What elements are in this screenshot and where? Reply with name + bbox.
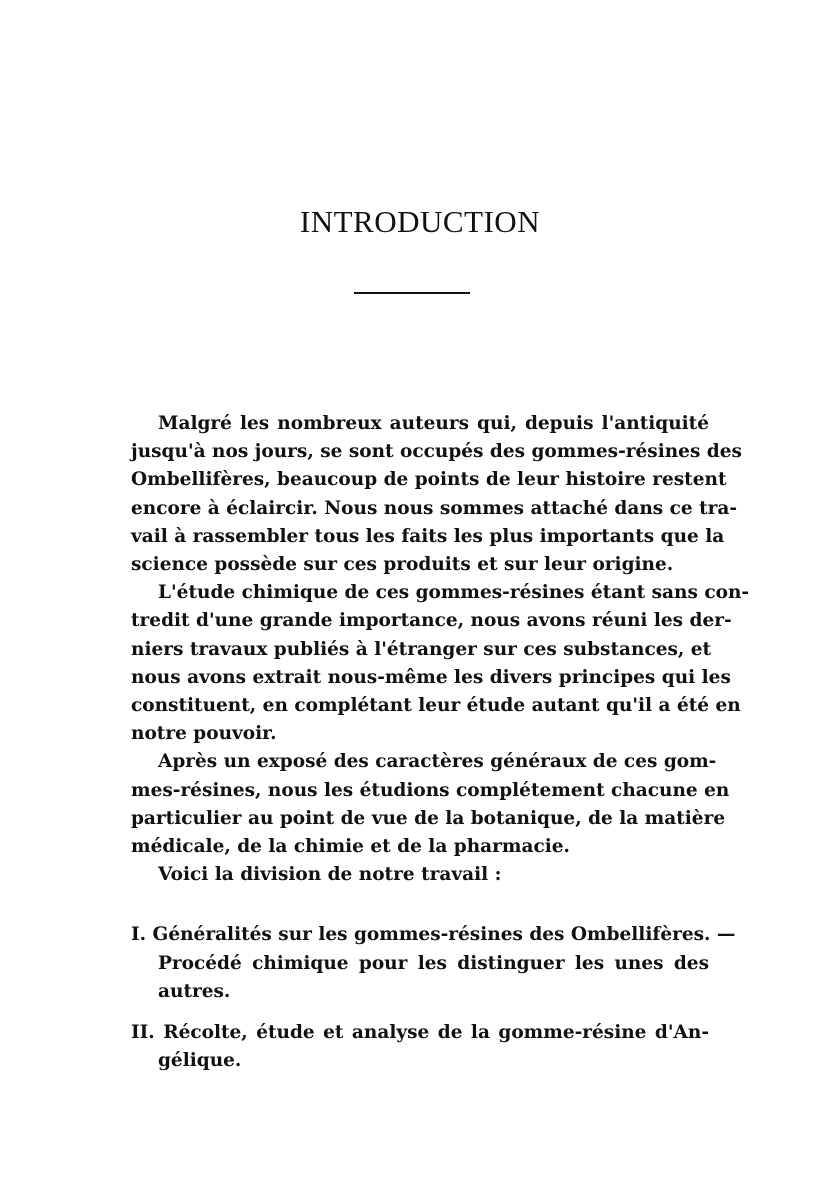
body-text — [131, 410, 750, 1088]
paragraph-line: Après un exposé des caractères généraux de ces gom- — [158, 751, 717, 773]
division-item — [131, 1019, 709, 1075]
division-line: II. Récolte, étude et analyse de la gomme-résine d'An- — [131, 1022, 709, 1044]
division-item — [131, 921, 736, 1006]
division-line: gélique. — [158, 1050, 242, 1072]
paragraph-line: tredit d'une grande importance, nous avons réuni les der- — [131, 610, 732, 632]
title-rule — [354, 292, 470, 294]
paragraph-1 — [131, 410, 742, 579]
page-title: INTRODUCTION — [299, 204, 541, 239]
paragraph-line: jusqu'à nos jours, se sont occupés des gommes-résines des — [131, 441, 742, 463]
paragraph-line: nous avons extrait nous-même les divers principes qui les — [131, 666, 731, 688]
paragraph-line: encore à éclaircir. Nous nous sommes attaché dans ce tra- — [131, 497, 738, 519]
division-line: I. Généralités sur les gommes-résines des Ombellifères. — — [131, 924, 736, 946]
paragraph-3 — [131, 748, 730, 861]
paragraph-line: particulier au point de vue de la botanique, de la matière — [131, 807, 726, 829]
paragraph-line: Ombellifères, beaucoup de points de leur histoire restent — [131, 469, 727, 491]
paragraph-2 — [131, 579, 750, 748]
paragraph-line: mes-résines, nous les étudions complétement chacune en — [131, 779, 730, 801]
paragraph-line: notre pouvoir. — [131, 723, 277, 745]
paragraph-line: science possède sur ces produits et sur leur origine. — [131, 554, 674, 576]
division-line: Procédé chimique pour les distinguer les unes des — [158, 952, 709, 974]
paragraph-line: vail à rassembler tous les faits les plus importants que la — [131, 525, 725, 547]
division-intro: Voici la division de notre travail : — [158, 864, 502, 886]
paragraph-line: niers travaux publiés à l'étranger sur ces substances, et — [131, 638, 712, 660]
division-list — [131, 921, 736, 1075]
paragraph-line: L'étude chimique de ces gommes-résines étant sans con- — [158, 582, 750, 604]
division-line: autres. — [158, 980, 231, 1002]
paragraph-line: Malgré les nombreux auteurs qui, depuis l'antiquité — [158, 413, 709, 434]
paragraph-line: constituent, en complétant leur étude autant qu'il a été en — [131, 695, 741, 717]
paragraph-line: médicale, de la chimie et de la pharmacie. — [131, 836, 570, 858]
